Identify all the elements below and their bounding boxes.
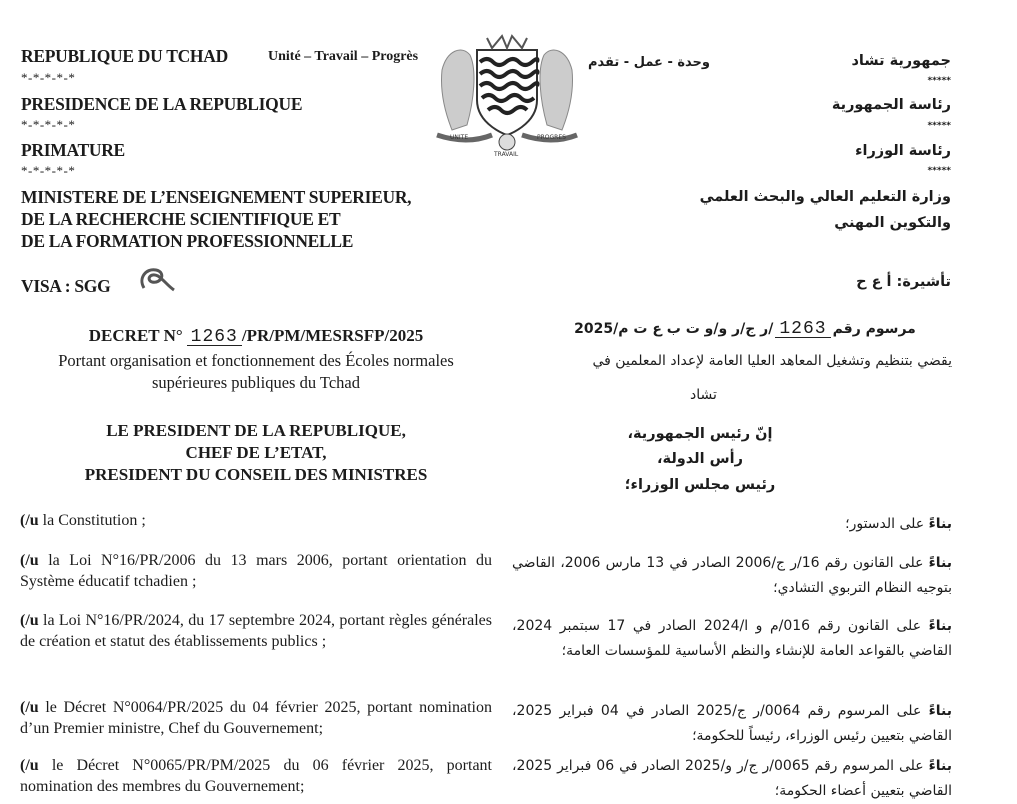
primature-ar: رئاسة الوزراء [855,143,951,159]
authority-line-fr: PRESIDENT DU CONSEIL DES MINISTRES [84,465,428,484]
decree-title-ar [540,321,950,338]
authority-line-ar: رأس الدولة، [657,451,743,467]
decree-subject-ar: يقضي بتنظيم وتشغيل المعاهد العليا العامة لإعداد المعلمين في [592,353,952,369]
country-name-ar: جمهورية تشاد [851,53,951,69]
motto-ar: وحدة - عمل - تقدم [588,55,711,70]
svg-text:TRAVAIL: TRAVAIL [494,151,519,158]
visa-paragraph-fr: (/u la Loi N°16/PR/2024, du 17 septembre 2024, portant règles générales de création et statut des établissements publics ; [20,612,492,650]
decree-number: 1263 [190,327,238,347]
ministry-line-ar: والتكوين المهني [834,215,951,231]
visa-paragraph-fr: (/u la Constitution ; [20,512,146,529]
presidency-ar: رئاسة الجمهورية [831,97,951,113]
authority-line-fr: LE PRESIDENT DE LA REPUBLIQUE, [106,421,406,440]
visa-initials-signature [136,264,176,294]
ministry-line-fr: MINISTERE DE L’ENSEIGNEMENT SUPERIEUR, [21,187,412,207]
decree-prefix: DECRET N° [88,326,183,345]
visa-paragraph-ar: بناءً على المرسوم رقم 0064/ر ج/2025 الصادر في 04 فبراير 2025، القاضي بتعيين رئيس الوزراء، رئيساً للحكومة؛ [512,703,952,744]
primature-fr: PRIMATURE [21,140,125,160]
visa-fr: VISA : SGG [21,276,111,296]
decree-title-fr [10,326,502,346]
svg-text:UNITE: UNITE [450,134,469,141]
visa-paragraph-fr: (/u le Décret N°0064/PR/2025 du 04 février 2025, portant nomination d’un Premier ministre, Chef du Gouvernement; [20,699,492,737]
decree-suffix-ar: /ر ج/ر و/و ت ب ع ت م/2025 [574,321,774,337]
visa-paragraph-ar: بناءً على الدستور؛ [845,516,952,532]
authority-line-ar: إنّ رئيس الجمهورية، [627,426,773,442]
separator-ar: ***** [927,121,951,131]
separator-ar: ***** [927,76,951,86]
motto-fr: Unité – Travail – Progrès [268,49,419,64]
ministry-line-ar: وزارة التعليم العالي والبحث العلمي [699,189,951,205]
visa-paragraph-ar: بناءً على القانون رقم 16/ر ج/2006 الصادر في 13 مارس 2006، القاضي بتوجيه النظام التربوي التشادي؛ [512,555,953,596]
country-name-fr: REPUBLIQUE DU TCHAD [21,46,228,66]
decree-prefix-ar: مرسوم رقم [832,321,916,337]
presidency-fr: PRESIDENCE DE LA REPUBLIQUE [21,94,303,114]
visa-paragraph-fr: (/u le Décret N°0065/PR/PM/2025 du 06 février 2025, portant nomination des membres du Gouvernement; [20,757,492,795]
separator: *-*-*-*-* [21,163,76,178]
coat-of-arms-emblem [432,30,582,160]
visa-paragraph-fr: (/u la Loi N°16/PR/2006 du 13 mars 2006, portant orientation du Système éducatif tchadien ; [20,552,492,590]
decree-subject-fr: supérieures publiques du Tchad [152,373,360,392]
ministry-line-fr: DE LA RECHERCHE SCIENTIFIQUE ET [21,209,341,229]
authority-line-ar: رئيس مجلس الوزراء؛ [624,477,776,493]
decree-subject-ar: تشاد [690,387,717,403]
ministry-line-fr: DE LA FORMATION PROFESSIONNELLE [21,231,354,251]
decree-number-ar: 1263 [779,319,827,339]
separator: *-*-*-*-* [21,117,76,132]
svg-text:PROGRES: PROGRES [537,134,566,141]
separator: *-*-*-*-* [21,70,76,85]
decree-subject-fr: Portant organisation et fonctionnement des Écoles normales [58,351,454,370]
authority-line-fr: CHEF DE L’ETAT, [185,443,327,462]
decree-suffix: /PR/PM/MESRSFP/2025 [241,326,424,345]
visa-paragraph-ar: بناءً على المرسوم رقم 0065/ر ج/ر و/2025 الصادر في 06 فبراير 2025، القاضي بتعيين أعضاء الحكومة؛ [512,758,952,799]
visa-paragraph-ar: بناءً على القانون رقم 016/م و ا/2024 الصادر في 17 سبتمبر 2024، القاضي بالقواعد العامة للإنشاء والنظم الأساسية للمؤسسات العامة؛ [512,618,952,659]
visa-ar: تأشيرة: أ ع ح [856,274,951,290]
separator-ar: ***** [927,166,951,176]
